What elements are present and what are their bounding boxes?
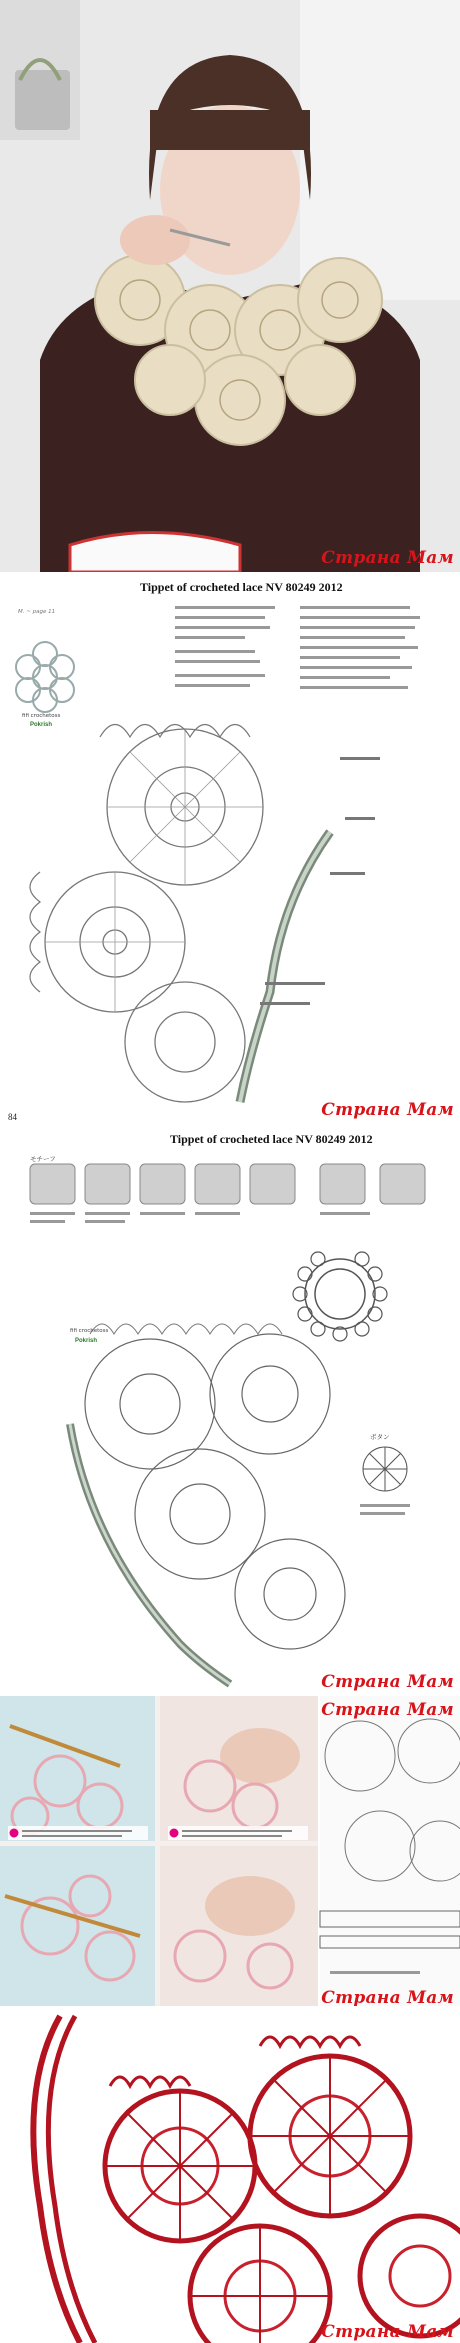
red-collar-illustration bbox=[0, 2006, 460, 2343]
button-diagram-label: ボタン bbox=[370, 1433, 390, 1441]
crochet-chart-2 bbox=[0, 1124, 460, 1696]
photo-illustration bbox=[0, 0, 460, 572]
pattern-page-2 bbox=[0, 1124, 460, 1696]
brand-subtitle: fifi crochetoss bbox=[22, 713, 61, 719]
pattern-page-1 bbox=[0, 572, 460, 1124]
photo-girl-collar bbox=[0, 0, 460, 572]
page-ref: M. ~ page 11 bbox=[18, 609, 56, 615]
photo-red-collar bbox=[0, 2006, 460, 2343]
watermark-footer: Страна Мам bbox=[321, 2322, 454, 2342]
page-number: 84 bbox=[8, 1112, 17, 1122]
page-title: Tippet of crocheted lace NV 80249 2012 bbox=[170, 1132, 373, 1146]
brand-subtitle: fifi crochetoss bbox=[70, 1328, 109, 1334]
brand-logo-text: Pokrish bbox=[30, 722, 53, 728]
motif-legend-label: モチーフ bbox=[30, 1155, 56, 1163]
crochet-chart-1 bbox=[0, 572, 460, 1124]
step-photos bbox=[0, 1696, 460, 2006]
watermark: Страна Мам bbox=[321, 1700, 454, 1720]
watermark: Страна Мам bbox=[321, 1672, 454, 1692]
page-title: Tippet of crocheted lace NV 80249 2012 bbox=[140, 580, 343, 594]
step-photo-collage bbox=[0, 1696, 460, 2006]
brand-logo-text: Pokrish bbox=[75, 1338, 98, 1344]
watermark: Страна Мам bbox=[321, 548, 454, 568]
watermark: Страна Мам bbox=[321, 1100, 454, 1120]
watermark: Страна Мам bbox=[321, 1988, 454, 2006]
